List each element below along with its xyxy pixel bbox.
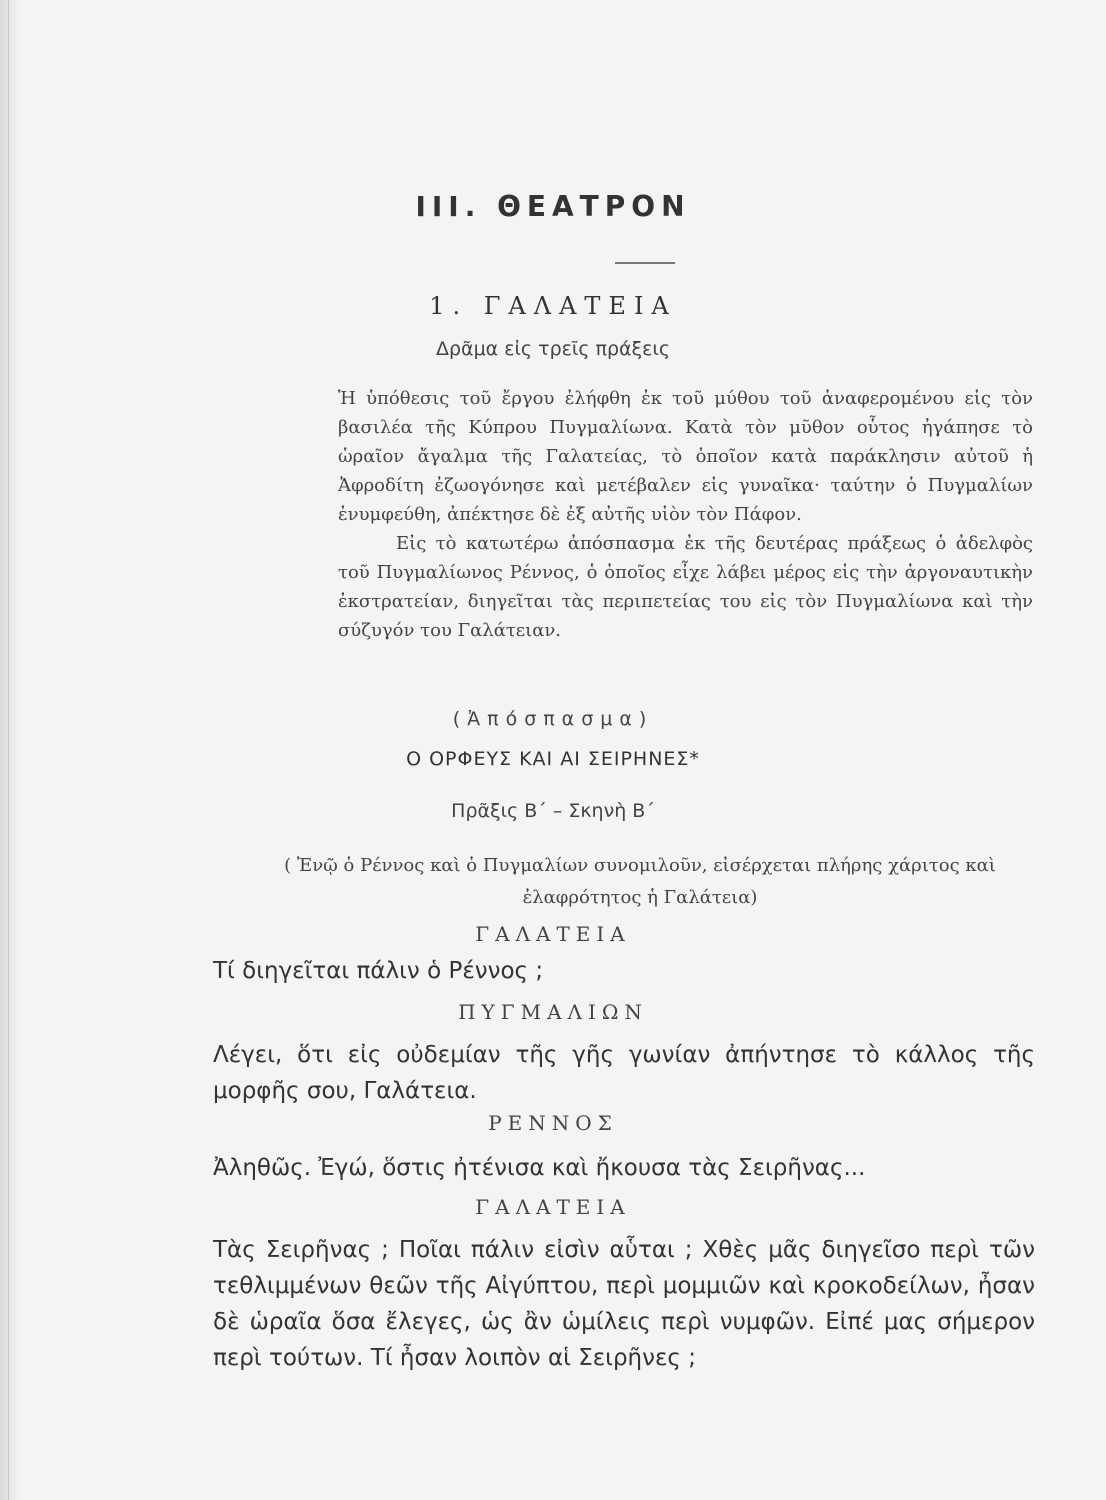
play-title: 1. ΓΑΛΑΤΕΙΑ xyxy=(429,292,677,320)
intro-paragraph: Ἡ ὑπόθεσις τοῦ ἔργου ἐλήφθη ἐκ τοῦ μύθου τοῦ ἀναφερομένου εἰς τὸν βασιλέα τῆς Κύπρου Πυγμαλίωνα. Κατὰ τὸν μῦθον οὗτος ἠγάπησε τὸ ὡραῖον ἄγαλμα τῆς Γαλατείας, τὸ ὁποῖον κατὰ παράκλησιν αὐτοῦ ἡ Ἀφροδίτη ἐζωογόνησε καὶ μετέβαλεν εἰς γυναῖκα· ταύτην ὁ Πυγμαλίων ἐνυμφεύθη, ἀπέκτησε δὲ ἐξ αὐτῆς υἱὸν τὸν Πάφον. xyxy=(338,388,1033,525)
intro-text xyxy=(338,384,1033,645)
dialogue-line: Τί διηγεῖται πάλιν ὁ Ρέννος ; xyxy=(213,958,544,984)
title-divider xyxy=(615,262,675,264)
dialogue-line: Τὰς Σειρῆνας ; Ποῖαι πάλιν εἰσὶν αὗται ; Χθὲς μᾶς διηγεῖσο περὶ τῶν τεθλιμμένων θεῶν τῆς Αἰγύπτου, περὶ μομμιῶν καὶ κροκοδείλων, ἦσαν δὲ ὡραῖα ὅσα ἔλεγες, ὡς ἂν ὡμίλεις περὶ νυμφῶν. Εἰπέ μας σήμερον περὶ τούτων. Τί ἦσαν λοιπὸν αἱ Σειρῆνες ; xyxy=(213,1237,1035,1371)
speaker-name: ΠΥΓΜΑΛΙΩΝ xyxy=(458,1000,648,1024)
stage-direction: ( Ἐνῷ ὁ Ρέννος καὶ ὁ Πυγμαλίων συνομιλοῦν, εἰσέρχεται πλήρης χάριτος καὶ ἐλαφρότητος ἡ Γαλάτεια) xyxy=(284,855,996,908)
speaker-name: ΓΑΛΑΤΕΙΑ xyxy=(475,1195,631,1219)
excerpt-label: (Ἀπόσπασμα) xyxy=(452,708,654,730)
section-title: III. ΘΕΑΤΡΟΝ xyxy=(415,190,691,223)
speaker-name: ΓΑΛΑΤΕΙΑ xyxy=(475,922,631,946)
intro-paragraph: Εἰς τὸ κατωτέρω ἀπόσπασμα ἐκ τῆς δευτέρας πράξεως ὁ ἀδελφὸς τοῦ Πυγμαλίωνος Ρέννος, ὁ ὁποῖος εἶχε λάβει μέρος εἰς τὴν ἀργοναυτικὴν ἐκστρατείαν, διηγεῖται τὰς περιπετείας του εἰς τὸν Πυγμαλίωνα καὶ τὴν σύζυγόν του Γαλάτειαν. xyxy=(338,533,1033,641)
play-subtitle: Δρᾶμα εἰς τρεῖς πράξεις xyxy=(436,338,670,360)
dialogue-line: Λέγει, ὅτι εἰς οὐδεμίαν τῆς γῆς γωνίαν ἀπήντησε τὸ κάλλος τῆς μορφῆς σου, Γαλάτεια. xyxy=(213,1042,1035,1104)
speaker-name: ΡΕΝΝΟΣ xyxy=(488,1111,618,1135)
act-scene: Πρᾶξις Β΄ – Σκηνὴ Β΄ xyxy=(451,800,655,822)
excerpt-title: Ο ΟΡΦΕΥΣ ΚΑΙ ΑΙ ΣΕΙΡΗΝΕΣ* xyxy=(406,748,700,770)
dialogue-line: Ἀληθῶς. Ἐγώ, ὅστις ἠτένισα καὶ ἤκουσα τὰς Σειρῆνας... xyxy=(213,1155,866,1181)
